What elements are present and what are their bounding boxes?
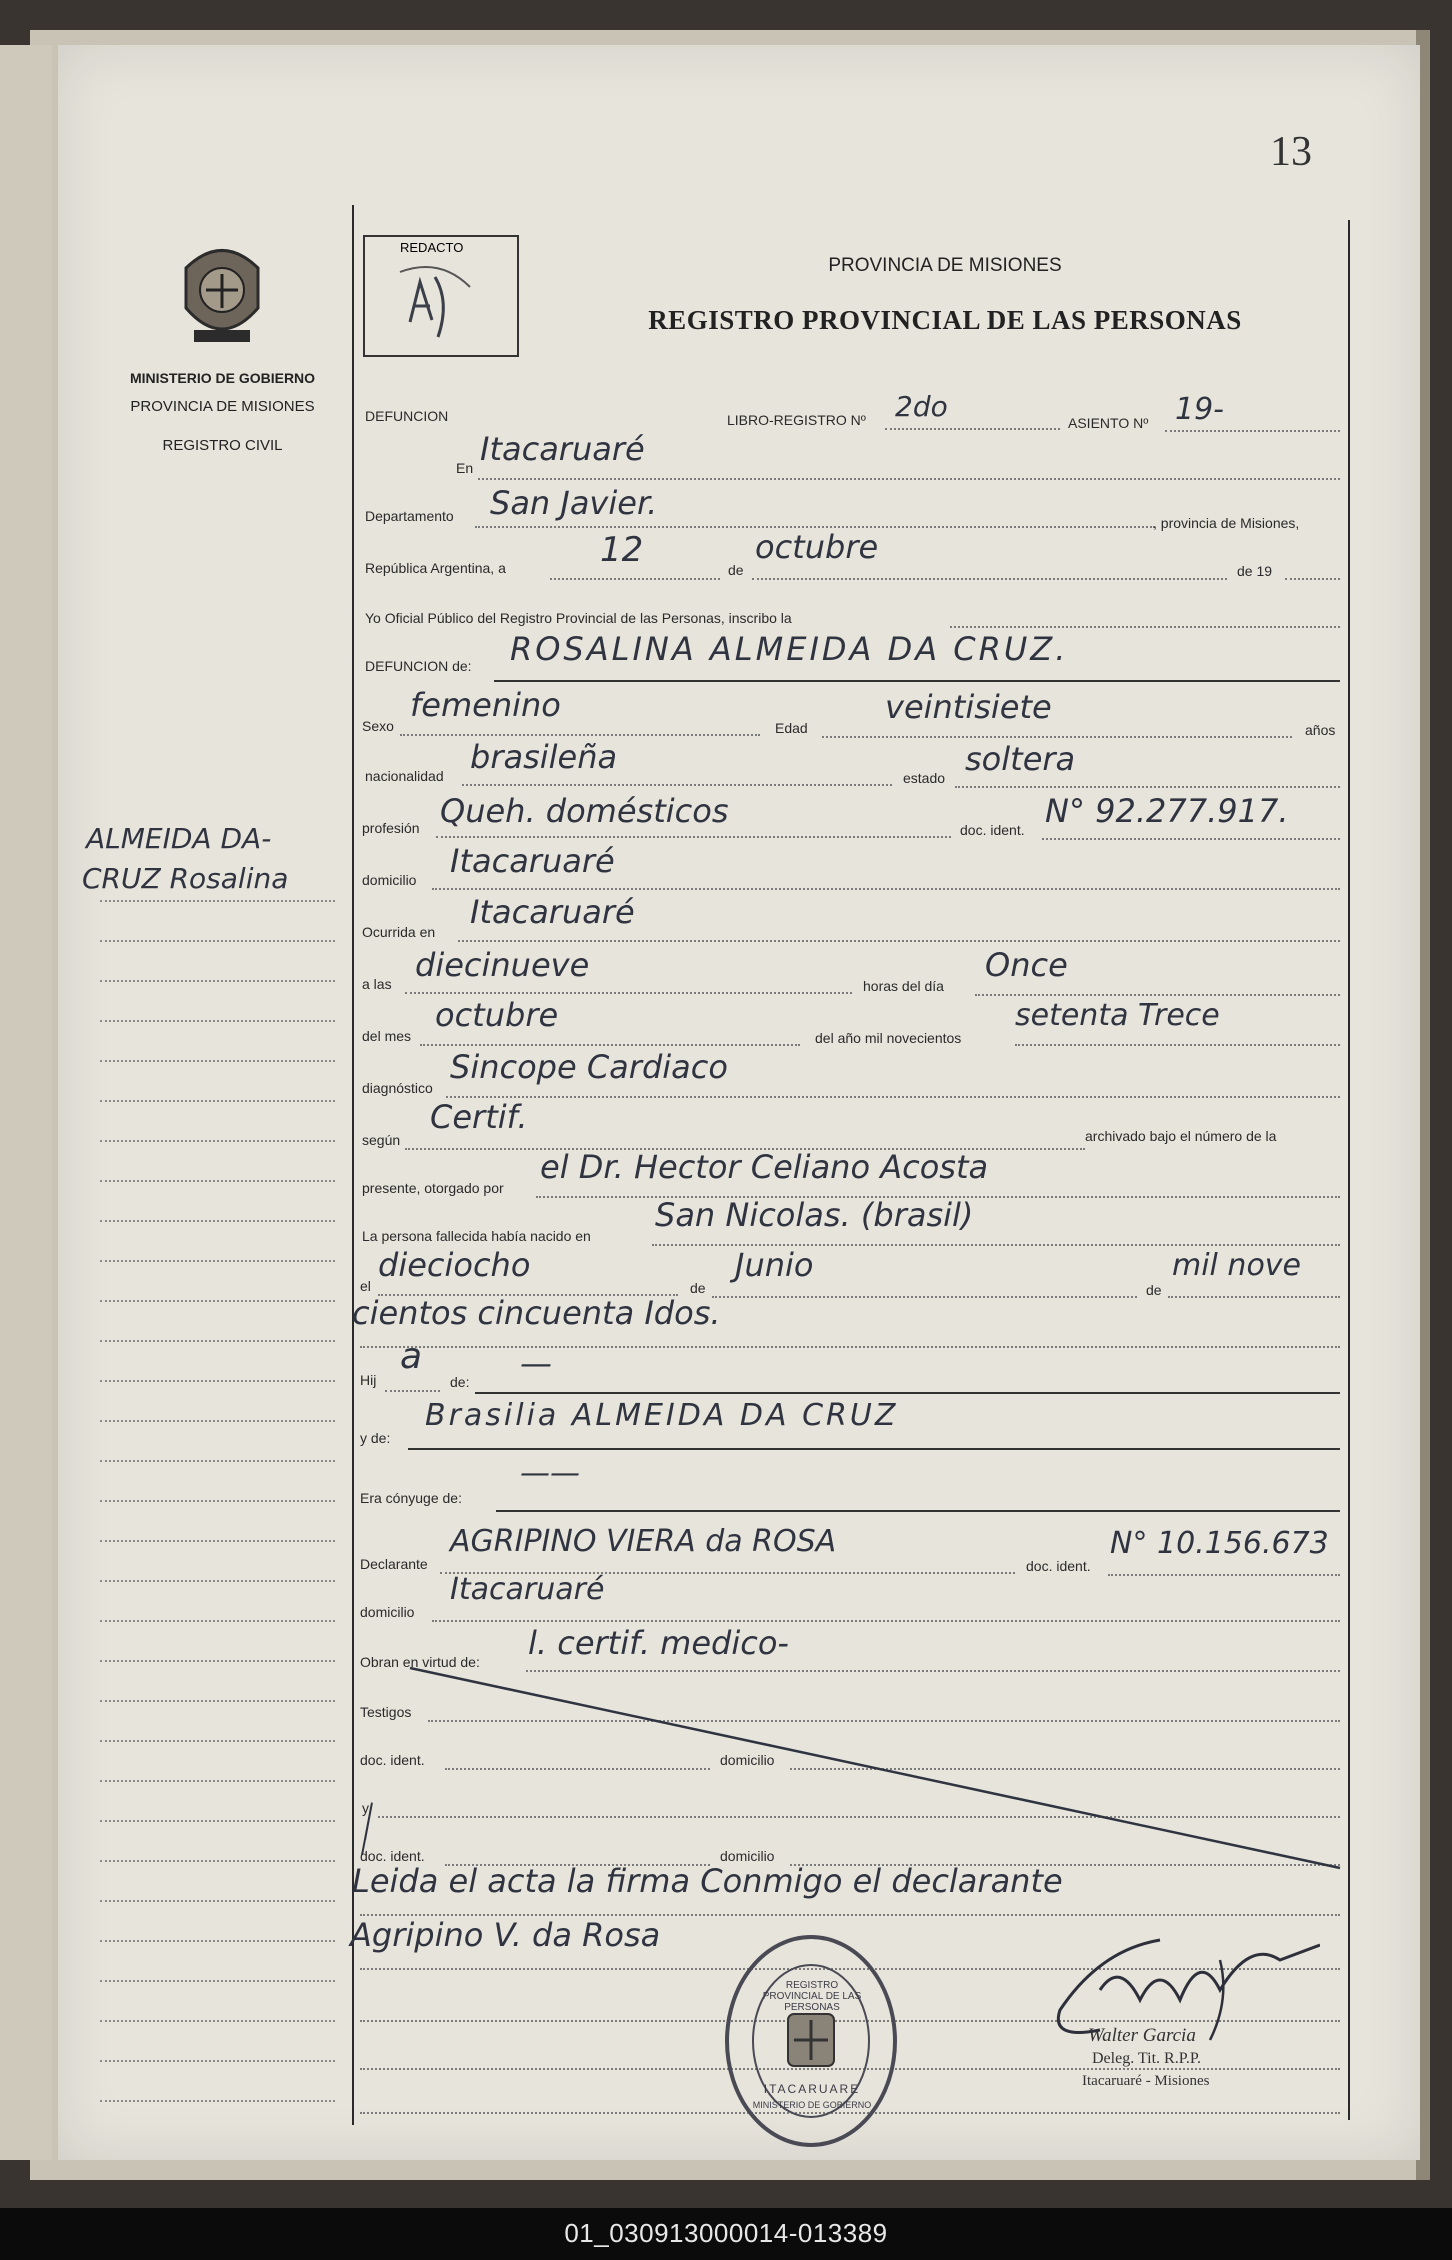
stamp-text-top: REGISTRO PROVINCIAL DE LAS PERSONAS xyxy=(762,1980,862,2013)
del-mes-label: del mes xyxy=(362,1028,412,1044)
el-value: dieciocho xyxy=(378,1246,531,1284)
hij-value: a xyxy=(400,1336,423,1377)
estado-label: estado xyxy=(903,770,946,786)
closing-line-1: Leida el acta la firma Conmigo el declarante xyxy=(352,1862,1063,1900)
sexo-label: Sexo xyxy=(362,718,394,734)
anos-label: años xyxy=(1305,722,1336,738)
conyuge-label: Era cónyuge de: xyxy=(360,1490,462,1506)
provincia-suffix: , provincia de Misiones, xyxy=(1153,515,1300,531)
libro-label: LIBRO-REGISTRO Nº xyxy=(727,412,866,428)
del-mes-value: octubre xyxy=(435,996,559,1034)
edad-value: veintisiete xyxy=(885,688,1052,726)
closing-line-2: Agripino V. da Rosa xyxy=(350,1916,661,1954)
page-number: 13 xyxy=(1270,129,1312,175)
edad-label: Edad xyxy=(775,720,808,736)
cancel-strike-line xyxy=(360,1640,1350,1870)
diagnostico-label: diagnóstico xyxy=(362,1080,433,1096)
official-role: Deleg. Tit. R.P.P. xyxy=(1092,2050,1201,2067)
en-label: En xyxy=(456,460,474,476)
de-19-label: de 19 xyxy=(1237,563,1273,579)
estado-value: soltera xyxy=(965,740,1076,778)
declarante-doc-label: doc. ident. xyxy=(1026,1558,1091,1574)
hij-de-value: — xyxy=(520,1344,552,1382)
declarante-domicilio-value: Itacaruaré xyxy=(450,1572,605,1607)
ocurrida-label: Ocurrida en xyxy=(362,924,436,940)
file-id-bar xyxy=(0,2208,1452,2260)
del-ano-label: del año mil novecientos xyxy=(815,1030,962,1046)
official-name: Walter Garcia xyxy=(1088,2025,1196,2046)
republica-month: octubre xyxy=(755,528,879,566)
ano-nacimiento-value-1: mil nove xyxy=(1172,1248,1302,1283)
doc-ident-label: doc. ident. xyxy=(960,822,1025,838)
oficial-text: Yo Oficial Público del Registro Provincial de las Personas, inscribo la xyxy=(365,610,792,626)
declarante-domicilio-label: domicilio xyxy=(360,1604,415,1620)
de-label: de xyxy=(728,562,744,578)
republica-label: República Argentina, a xyxy=(365,560,506,576)
mes-nacimiento-value: Junio xyxy=(735,1246,814,1284)
testigo-1-domicilio-label: domicilio xyxy=(720,1752,775,1768)
stamp-text-mid: ITACARUARE xyxy=(763,2082,861,2096)
previous-page-edge xyxy=(0,45,52,2160)
province-title: PROVINCIA DE MISIONES xyxy=(828,255,1062,276)
doc-ident-value: N° 92.277.917. xyxy=(1045,792,1289,830)
sexo-value: femenino xyxy=(410,686,561,724)
testigo-2-domicilio-label: domicilio xyxy=(720,1848,775,1864)
presente-value: el Dr. Hector Celiano Acosta xyxy=(540,1148,989,1186)
domicilio-value: Itacaruaré xyxy=(450,842,615,880)
declarante-label: Declarante xyxy=(360,1556,428,1572)
diagnostico-value: Sincope Cardiaco xyxy=(450,1048,728,1086)
horas-value: Once xyxy=(985,946,1068,984)
declarante-value: AGRIPINO VIERA da ROSA xyxy=(450,1524,837,1559)
form-left-border xyxy=(352,205,354,2125)
defuncion-de-value: ROSALINA ALMEIDA DA CRUZ. xyxy=(510,630,1069,668)
testigo-2-doc-label: doc. ident. xyxy=(360,1848,425,1864)
el-label: el xyxy=(360,1278,371,1294)
domicilio-label: domicilio xyxy=(362,872,417,888)
republica-day: 12 xyxy=(600,530,644,570)
redacto-label: REDACTO xyxy=(400,240,464,255)
horas-label: horas del día xyxy=(863,978,944,994)
segun-value: Certif. xyxy=(430,1098,528,1136)
a-las-label: a las xyxy=(362,976,392,992)
presente-label: presente, otorgado por xyxy=(362,1180,504,1196)
de-2-label: de xyxy=(690,1280,706,1296)
ocurrida-value: Itacaruaré xyxy=(470,893,635,931)
nacionalidad-label: nacionalidad xyxy=(365,768,444,784)
redacto-initials xyxy=(380,262,490,342)
profesion-label: profesión xyxy=(362,820,420,836)
ministry-registry: REGISTRO CIVIL xyxy=(162,437,283,454)
ano-nacimiento-value-2: cientos cincuenta Idos. xyxy=(352,1294,721,1332)
testigo-1-doc-label: doc. ident. xyxy=(360,1752,425,1768)
defuncion-de-label: DEFUNCION de: xyxy=(365,658,472,674)
declarante-doc-value: N° 10.156.673 xyxy=(1110,1526,1329,1561)
departamento-value: San Javier. xyxy=(490,484,658,522)
archivado-label: archivado bajo el número de la xyxy=(1085,1128,1277,1144)
ministry-province: PROVINCIA DE MISIONES xyxy=(130,398,315,415)
margin-given-name: CRUZ Rosalina xyxy=(82,862,289,895)
nacido-value: San Nicolas. (brasil) xyxy=(655,1196,974,1234)
official-place: Itacaruaré - Misiones xyxy=(1082,2073,1210,2089)
segun-label: según xyxy=(362,1132,401,1148)
defuncion-heading: DEFUNCION xyxy=(365,408,449,424)
departamento-label: Departamento xyxy=(365,508,454,524)
ministry-name: MINISTERIO DE GOBIERNO xyxy=(129,370,316,386)
en-value: Itacaruaré xyxy=(480,430,645,468)
y-de-label: y de: xyxy=(360,1430,391,1446)
file-id: 01_030913000014-013389 xyxy=(564,2218,888,2248)
conyuge-value: —— xyxy=(520,1456,580,1491)
nacido-label: La persona fallecida había nacido en xyxy=(362,1228,591,1244)
obran-value: l. certif. medico- xyxy=(528,1624,789,1662)
libro-value: 2do xyxy=(895,390,948,423)
profesion-value: Queh. domésticos xyxy=(440,792,729,830)
stamp-text-bottom: MINISTERIO DE GOBIERNO xyxy=(752,2100,872,2110)
coat-of-arms-icon xyxy=(176,238,268,350)
nacionalidad-value: brasileña xyxy=(470,738,618,776)
asiento-label: ASIENTO Nº xyxy=(1068,415,1149,431)
hij-label: Hij xyxy=(360,1372,377,1388)
y-de-value: Brasilia ALMEIDA DA CRUZ xyxy=(425,1398,899,1433)
registry-title: REGISTRO PROVINCIAL DE LAS PERSONAS xyxy=(648,305,1242,335)
obran-label: Obran en virtud de: xyxy=(360,1654,480,1670)
registry-stamp-icon xyxy=(722,1932,900,2150)
del-ano-value: setenta Trece xyxy=(1015,998,1220,1033)
a-las-value: diecinueve xyxy=(415,946,590,984)
asiento-value: 19- xyxy=(1175,392,1224,427)
testigos-label: Testigos xyxy=(360,1704,412,1720)
y-label: y xyxy=(362,1800,369,1816)
hij-de-label: de: xyxy=(450,1374,470,1390)
margin-surname: ALMEIDA DA- xyxy=(86,822,272,855)
de-3-label: de xyxy=(1146,1282,1162,1298)
